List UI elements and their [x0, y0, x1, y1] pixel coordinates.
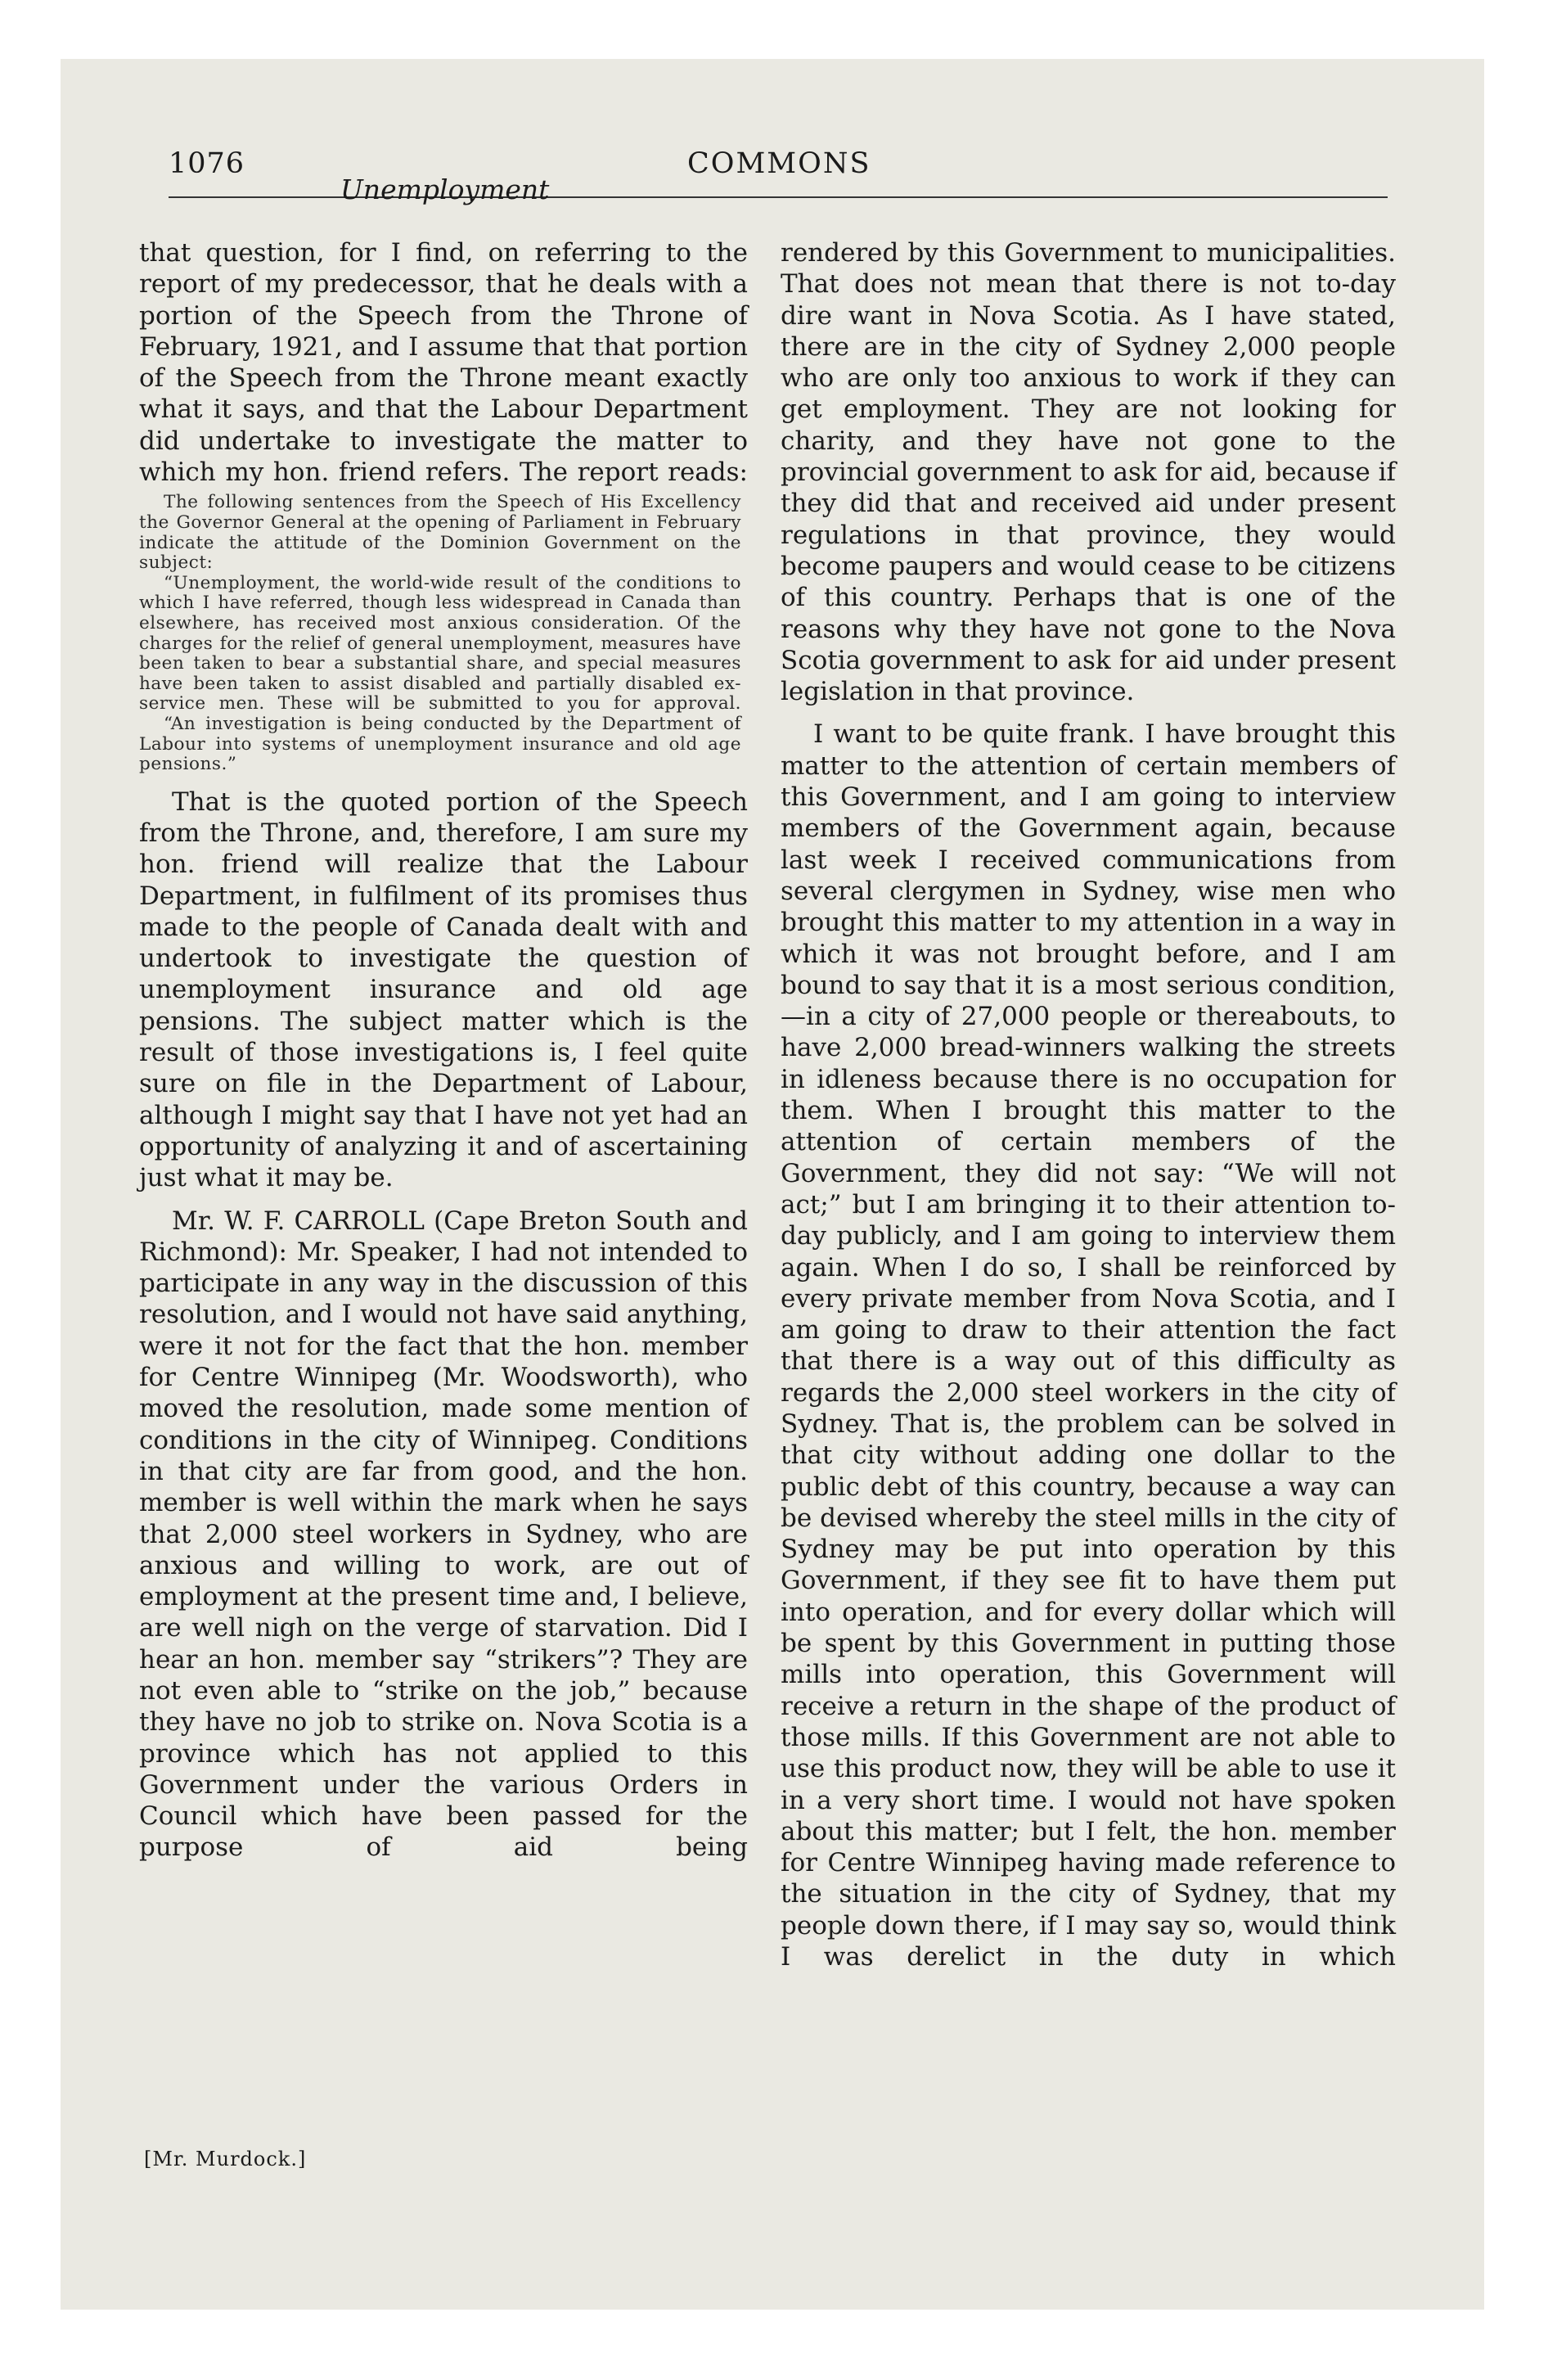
paragraph: rendered by this Government to municipalities. That does not mean that there is not to-day dire want in Nova Scotia. As I have stated, there are in the city of Sydney 2,000 people who are only too anxious to work if they can get employment. They are not looking for charity, and they have not gone to the provincial government to ask for aid, because if they did that and received aid under present regulations in that province, they would become paupers and would cease to be citizens of this country. Perhaps that is one of the reasons why they have not gone to the Nova Scotia government to ask for aid under present legislation in that province. [781, 238, 1396, 707]
paragraph: Mr. W. F. CARROLL (Cape Breton South and Richmond): Mr. Speaker, I had not intended to participate in any way in the discussion of this resolution, and I would not have said anything, were it not for the fact that the hon. member for Centre Winnipeg (Mr. Woodsworth), who moved the resolution, made some mention of conditions in the city of Winnipeg. Conditions in that city are far from good, and the hon. member is well within the mark when he says that 2,000 steel workers in Sydney, who are anxious and willing to work, are out of employment at the present time and, I believe, are well nigh on the verge of starvation. Did I hear an hon. member say “strikers”? They are not even able to “strike on the job,” because they have no job to strike on. Nova Scotia is a province which has not applied to this Government under the various Orders in Council which have been passed for the purpose of aid being [139, 1206, 748, 1863]
paragraph: I want to be quite frank. I have brought this matter to the attention of certain members of this Government, and I am going to interview members of the Government again, because last week I received communications from several clergymen in Sydney, wise men who brought this matter to my attention in a way in which it was not brought before, and I am bound to say that it is a most serious condition,—in a city of 27,000 people or thereabouts, to have 2,000 bread-winners walking the streets in idleness because there is no occupation for them. When I brought this matter to the attention of certain members of the Government, they did not say: “We will not act;” but I am bringing it to their attention to-day publicly, and I am going to interview them again. When I do so, I shall be reinforced by every private member from Nova Scotia, and I am going to draw to their attention the fact that there is a way out of this difficulty as regards the 2,000 steel workers in the city of Sydney. That is, the problem can be solved in that city without adding one dollar to the public debt of this country, because a way can be devised whereby the steel mills in the city of Sydney may be put into operation by this Government, if they see fit to have them put into operation, and for every dollar which will be spent by this Government in putting those mills into operation, this Government will receive a return in the shape of the product of those mills. If this Government are not able to use this product now, they will be able to use it in a very short time. I would not have spoken about this matter; but I felt, the hon. member for Centre Winnipeg having made reference to the situation in the city of Sydney, that my people down there, if I may say so, would think I was derelict in the duty in which [781, 719, 1396, 1972]
page-number: 1076 [169, 147, 245, 180]
quoted-report: The following sentences from the Speech of His Excellency the Governor General at the opening of Parliament in February indicate the attitude of the Dominion Government on the subject: [139, 492, 741, 574]
journal-title: COMMONS [687, 147, 871, 180]
quoted-report: “Unemployment, the world-wide result of the conditions to which I have referred, though less widespread in Canada than elsewhere, has received most anxious consideration. Of the charges for the relief of general unemployment, measures have been taken to bear a substantial share, and special measures have been taken to assist disabled and partially disabled ex-service men. These will be submitted to you for approval. [139, 572, 741, 714]
quoted-report: “An investigation is being conducted by the Department of Labour into systems of unemployment insurance and old age pensions.” [139, 713, 741, 775]
page-header [169, 147, 1388, 205]
left-column [139, 237, 748, 1864]
right-column [781, 237, 1396, 1972]
speaker-reference: [Mr. Murdock.] [144, 2148, 307, 2170]
section-title: Unemployment [340, 174, 550, 205]
paragraph: that question, for I find, on referring to the report of my predecessor, that he deals with a portion of the Speech from the Throne of February, 1921, and I assume that that portion of the Speech from the Throne meant exactly what it says, and that the Labour Department did undertake to investigate the matter to which my hon. friend refers. The report reads: [139, 238, 748, 488]
paragraph: That is the quoted portion of the Speech from the Throne, and, therefore, I am sure my hon. friend will realize that the Labour Department, in fulfilment of its promises thus made to the people of Canada dealt with and undertook to investigate the question of unemployment insurance and old age pensions. The subject matter which is the result of those investigations is, I feel quite sure on file in the Department of Labour, although I might say that I have not yet had an opportunity of analyzing it and of ascertaining just what it may be. [139, 787, 748, 1193]
